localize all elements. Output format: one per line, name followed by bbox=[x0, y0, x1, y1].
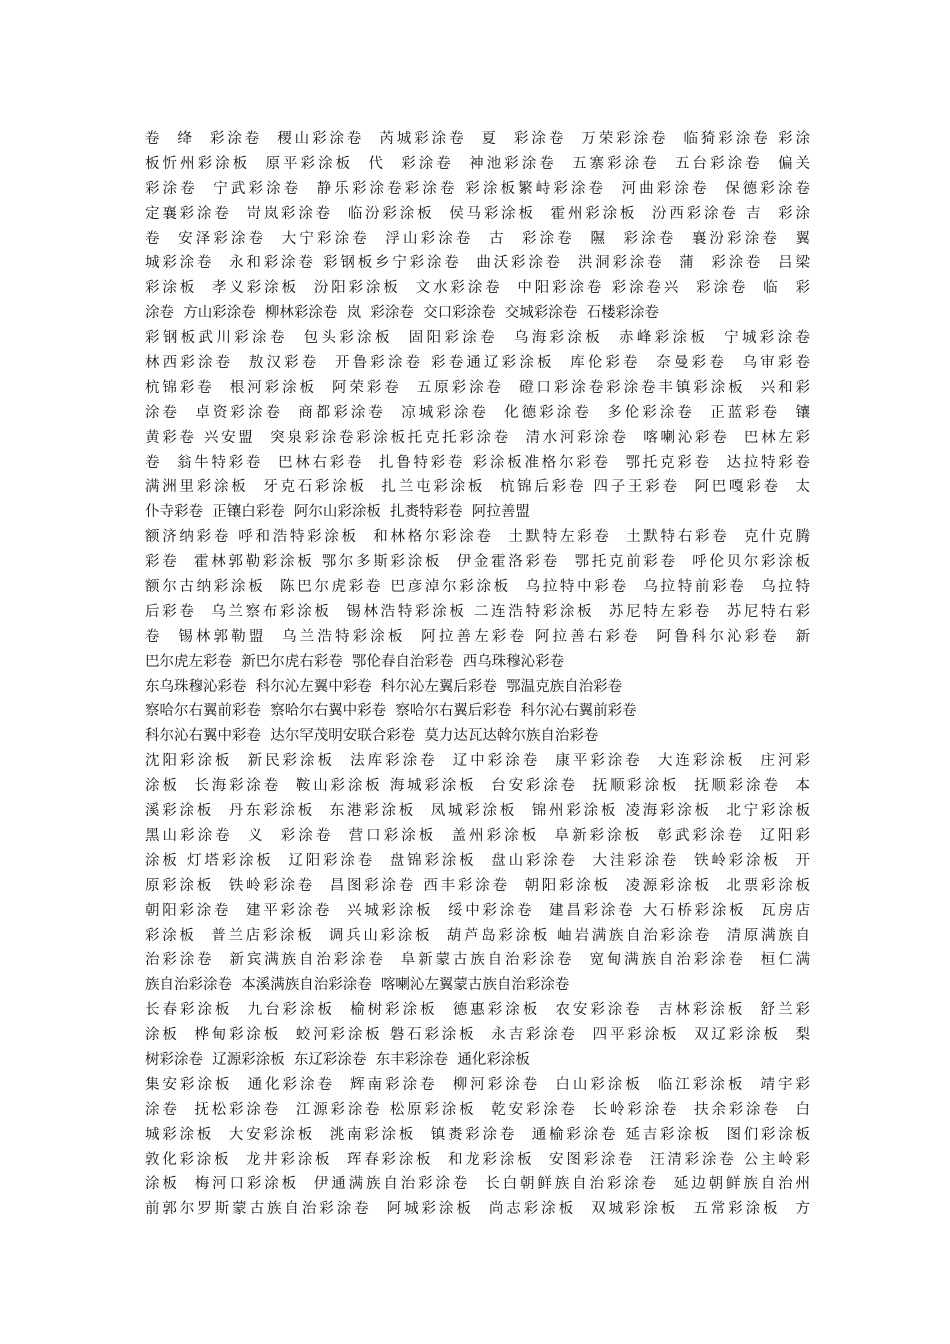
text-line: 涂卷 卓资彩涂卷 商都彩涂卷 凉城彩涂卷 化德彩涂卷 多伦彩涂卷 正蓝彩卷 镶 bbox=[145, 404, 810, 421]
text-line: 卷 绛 彩涂卷 稷山彩涂卷 芮城彩涂卷 夏 彩涂卷 万荣彩涂卷 临猗彩涂卷 彩涂 bbox=[145, 131, 810, 147]
text-line: 定襄彩涂卷 岢岚彩涂卷 临汾彩涂板 侯马彩涂板 霍州彩涂板 汾西彩涂卷 吉 彩涂 bbox=[145, 205, 810, 222]
text-line: 前郭尔罗斯蒙古族自治彩涂卷 阿城彩涂板 尚志彩涂板 双城彩涂板 五常彩涂板 方 bbox=[145, 1201, 810, 1218]
text-line: 东乌珠穆沁彩卷 科尔沁左翼中彩卷 科尔沁左翼后彩卷 鄂温克族自治彩卷 bbox=[145, 678, 623, 695]
text-line: 黑山彩涂卷 义 彩涂卷 营口彩涂板 盖州彩涂板 阜新彩涂板 彰武彩涂卷 辽阳彩 bbox=[145, 827, 810, 844]
text-line: 彩涂卷 宁武彩涂卷 静乐彩涂卷彩涂卷 彩涂板繁峙彩涂卷 河曲彩涂卷 保德彩涂卷 bbox=[145, 180, 810, 197]
text-line: 涂板 长海彩涂卷 鞍山彩涂板 海城彩涂板 台安彩涂卷 抚顺彩涂板 抚顺彩涂卷 本 bbox=[145, 778, 810, 795]
text-line: 城彩涂卷 永和彩涂卷 彩钢板乡宁彩涂卷 曲沃彩涂卷 洪洞彩涂卷 蒲 彩涂卷 吕梁 bbox=[145, 255, 810, 272]
text-line: 林西彩涂卷 敖汉彩卷 开鲁彩涂卷 彩卷通辽彩涂板 库伦彩卷 奈曼彩卷 乌审彩卷 bbox=[145, 355, 810, 372]
text-line: 治彩涂卷 新宾满族自治彩涂卷 阜新蒙古族自治彩涂卷 宽甸满族自治彩涂卷 桓仁满 bbox=[145, 952, 810, 969]
text-line: 树彩涂卷 辽源彩涂板 东辽彩涂卷 东丰彩涂卷 通化彩涂板 bbox=[145, 1051, 530, 1068]
text-line: 涂卷 抚松彩涂卷 江源彩涂卷 松原彩涂板 乾安彩涂卷 长岭彩涂卷 扶余彩涂卷 白 bbox=[145, 1101, 810, 1118]
text-line: 彩钢板武川彩涂卷 包头彩涂板 固阳彩涂卷 乌海彩涂板 赤峰彩涂板 宁城彩涂卷 bbox=[145, 330, 810, 347]
text-line: 涂卷 方山彩涂卷 柳林彩涂卷 岚 彩涂卷 交口彩涂卷 交城彩涂卷 石楼彩涂卷 bbox=[145, 305, 660, 322]
document-body-text bbox=[145, 127, 810, 1222]
text-line: 朝阳彩涂卷 建平彩涂卷 兴城彩涂板 绥中彩涂卷 建昌彩涂卷 大石桥彩涂板 瓦房店 bbox=[145, 902, 810, 919]
text-line: 杭锦彩卷 根河彩涂板 阿荣彩卷 五原彩涂卷 磴口彩涂卷彩涂卷丰镇彩涂板 兴和彩 bbox=[145, 379, 810, 396]
text-line: 巴尔虎左彩卷 新巴尔虎右彩卷 鄂伦春自治彩卷 西乌珠穆沁彩卷 bbox=[145, 653, 565, 670]
text-line: 敦化彩涂板 龙井彩涂板 珲春彩涂板 和龙彩涂板 安图彩涂卷 汪清彩涂卷 公主岭彩 bbox=[145, 1151, 810, 1168]
text-line: 集安彩涂板 通化彩涂卷 辉南彩涂卷 柳河彩涂卷 白山彩涂板 临江彩涂板 靖宇彩 bbox=[145, 1076, 810, 1093]
text-line: 卷 安泽彩涂卷 大宁彩涂卷 浮山彩涂卷 古 彩涂卷 隰 彩涂卷 襄汾彩涂卷 翼 bbox=[145, 230, 810, 247]
text-line: 察哈尔右翼前彩卷 察哈尔右翼中彩卷 察哈尔右翼后彩卷 科尔沁右翼前彩卷 bbox=[145, 703, 637, 720]
text-line: 彩涂板 普兰店彩涂板 调兵山彩涂板 葫芦岛彩涂板 岫岩满族自治彩涂卷 清原满族自 bbox=[145, 927, 810, 944]
text-line: 科尔沁右翼中彩卷 达尔罕茂明安联合彩卷 莫力达瓦达斡尔族自治彩卷 bbox=[145, 728, 599, 745]
text-line: 卷 翁牛特彩卷 巴林右彩卷 扎鲁特彩卷 彩涂板准格尔彩卷 鄂托克彩卷 达拉特彩卷 bbox=[145, 454, 810, 471]
text-line: 黄彩卷 兴安盟 突泉彩涂卷彩涂板托克托彩涂卷 清水河彩涂卷 喀喇沁彩卷 巴林左彩 bbox=[145, 429, 810, 446]
text-line: 沈阳彩涂板 新民彩涂板 法库彩涂卷 辽中彩涂卷 康平彩涂卷 大连彩涂板 庄河彩 bbox=[145, 753, 810, 770]
text-line: 长春彩涂板 九台彩涂板 榆树彩涂板 德惠彩涂板 农安彩涂卷 吉林彩涂板 舒兰彩 bbox=[145, 1002, 810, 1019]
text-line: 城彩涂板 大安彩涂板 洮南彩涂板 镇赉彩涂卷 通榆彩涂卷 延吉彩涂板 图们彩涂板 bbox=[145, 1126, 810, 1143]
text-line: 满洲里彩涂板 牙克石彩涂板 扎兰屯彩涂板 杭锦后彩卷 四子王彩卷 阿巴嘎彩卷 太 bbox=[145, 479, 810, 496]
text-line: 原彩涂板 铁岭彩涂卷 昌图彩涂卷 西丰彩涂卷 朝阳彩涂板 凌源彩涂板 北票彩涂板 bbox=[145, 877, 810, 894]
text-line: 卷 锡林郭勒盟 乌兰浩特彩涂板 阿拉善左彩卷 阿拉善右彩卷 阿鲁科尔沁彩卷 新 bbox=[145, 628, 810, 645]
text-line: 彩卷 霍林郭勒彩涂板 鄂尔多斯彩涂板 伊金霍洛彩卷 鄂托克前彩卷 呼伦贝尔彩涂板 bbox=[145, 554, 810, 571]
text-line: 涂板 灯塔彩涂板 辽阳彩涂卷 盘锦彩涂板 盘山彩涂卷 大洼彩涂卷 铁岭彩涂板 开 bbox=[145, 852, 810, 869]
text-line: 额济纳彩卷 呼和浩特彩涂板 和林格尔彩涂卷 土默特左彩卷 土默特右彩卷 克什克腾 bbox=[145, 529, 810, 546]
text-line: 涂板 梅河口彩涂板 伊通满族自治彩涂卷 长白朝鲜族自治彩涂卷 延边朝鲜族自治州 bbox=[145, 1176, 810, 1193]
text-line: 涂板 桦甸彩涂板 蛟河彩涂板 磐石彩涂板 永吉彩涂卷 四平彩涂板 双辽彩涂板 梨 bbox=[145, 1027, 810, 1044]
text-line: 族自治彩涂卷 本溪满族自治彩涂卷 喀喇沁左翼蒙古族自治彩涂卷 bbox=[145, 977, 570, 994]
text-line: 仆寺彩卷 正镶白彩卷 阿尔山彩涂板 扎赉特彩卷 阿拉善盟 bbox=[145, 504, 530, 521]
text-line: 后彩卷 乌兰察布彩涂板 锡林浩特彩涂板 二连浩特彩涂板 苏尼特左彩卷 苏尼特右彩 bbox=[145, 603, 810, 620]
text-line: 溪彩涂板 丹东彩涂板 东港彩涂板 凤城彩涂板 锦州彩涂板 凌海彩涂板 北宁彩涂板 bbox=[145, 803, 810, 820]
text-line: 彩涂板 孝义彩涂板 汾阳彩涂板 文水彩涂卷 中阳彩涂卷 彩涂卷兴 彩涂卷 临 彩 bbox=[145, 280, 810, 297]
text-line: 板忻州彩涂板 原平彩涂板 代 彩涂卷 神池彩涂卷 五寨彩涂卷 五台彩涂卷 偏关 bbox=[145, 155, 810, 172]
text-line: 额尔古纳彩涂板 陈巴尔虎彩卷 巴彦淖尔彩涂板 乌拉特中彩卷 乌拉特前彩卷 乌拉特 bbox=[145, 579, 810, 596]
